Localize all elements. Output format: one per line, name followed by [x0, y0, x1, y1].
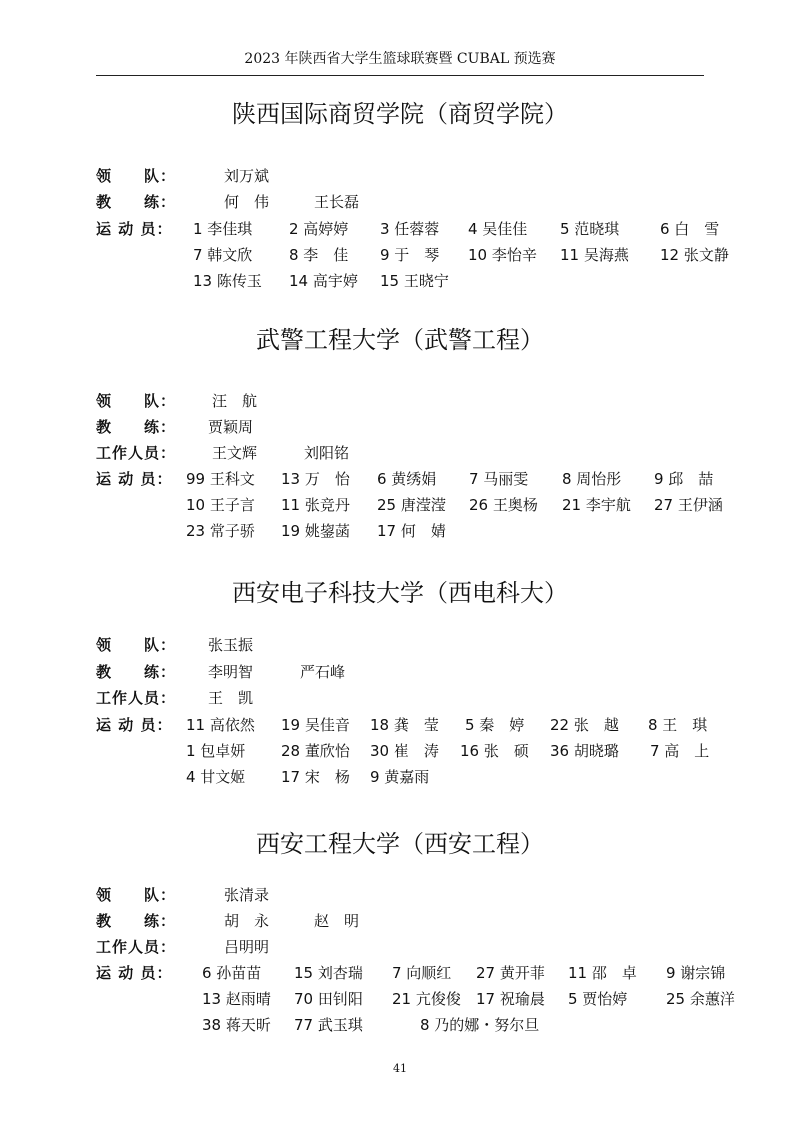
players-label: 运 动 员：: [96, 220, 173, 238]
players-row: [0, 242, 800, 268]
player-entry: 27 王伊涵: [654, 496, 723, 514]
player-entry: 13 陈传玉: [193, 272, 262, 290]
players-row: [0, 986, 800, 1012]
player-entry: 27 黄开菲: [476, 964, 545, 982]
coach-label: 教 练：: [96, 912, 177, 930]
coach-row: [0, 908, 800, 934]
coach-name: 何 伟: [224, 193, 270, 211]
team-title: 西安工程大学（西安工程）: [256, 830, 544, 858]
player-entry: 18 龚 莹: [370, 716, 439, 734]
player-entry: 13 赵雨晴: [202, 990, 271, 1008]
players-row: [0, 960, 800, 986]
player-entry: 4 甘文姬: [186, 768, 246, 786]
players-row: [0, 738, 800, 764]
staff-name: 王文辉: [212, 444, 258, 462]
running-header: 2023 年陕西省大学生篮球联赛暨 CUBAL 预选赛: [244, 51, 556, 67]
coach-name: 王长磊: [314, 193, 360, 211]
leader-label: 领 队：: [96, 636, 177, 654]
leader-name: 张玉振: [208, 636, 254, 654]
player-entry: 30 崔 涛: [370, 742, 439, 760]
player-entry: 28 董欣怡: [281, 742, 350, 760]
coach-row: [0, 659, 800, 685]
player-entry: 5 范晓琪: [560, 220, 620, 238]
coach-name: 李明智: [208, 663, 254, 681]
coach-name: 胡 永: [224, 912, 270, 930]
leader-name: 汪 航: [212, 392, 258, 410]
player-entry: 8 王 琪: [648, 716, 708, 734]
player-entry: 22 张 越: [550, 716, 619, 734]
leader-name: 张清录: [224, 886, 270, 904]
coach-row: [0, 189, 800, 215]
team-section: [0, 575, 800, 611]
player-entry: 36 胡晓璐: [550, 742, 619, 760]
staff-label: 工作人员：: [96, 689, 177, 707]
coach-label: 教 练：: [96, 418, 177, 436]
player-entry: 9 谢宗锦: [666, 964, 726, 982]
team-section: [0, 826, 800, 862]
player-entry: 1 李佳琪: [193, 220, 253, 238]
player-entry: 11 高依然: [186, 716, 255, 734]
staff-label: 工作人员：: [96, 444, 177, 462]
player-entry: 4 吴佳佳: [468, 220, 528, 238]
player-entry: 10 王子言: [186, 496, 255, 514]
team-section: [0, 96, 800, 132]
player-entry: 25 余蕙洋: [666, 990, 735, 1008]
player-entry: 5 贾怡婷: [568, 990, 628, 1008]
player-entry: 2 高婷婷: [289, 220, 349, 238]
leader-label: 领 队：: [96, 167, 177, 185]
player-entry: 6 黄绣娟: [377, 470, 437, 488]
player-entry: 13 万 怡: [281, 470, 350, 488]
coach-label: 教 练：: [96, 193, 177, 211]
staff-row: [0, 685, 800, 711]
player-entry: 17 宋 杨: [281, 768, 350, 786]
player-entry: 15 刘杏瑞: [294, 964, 363, 982]
player-entry: 3 任蓉蓉: [380, 220, 440, 238]
player-entry: 16 张 硕: [460, 742, 529, 760]
player-entry: 9 于 琴: [380, 246, 440, 264]
player-entry: 21 亢俊俊: [392, 990, 461, 1008]
player-entry: 1 包卓妍: [186, 742, 246, 760]
player-entry: 14 高宇婷: [289, 272, 358, 290]
players-row: [0, 712, 800, 738]
player-entry: 9 黄嘉雨: [370, 768, 430, 786]
leader-row: [0, 882, 800, 908]
player-entry: 7 韩文欣: [193, 246, 253, 264]
player-entry: 10 李怡辛: [468, 246, 537, 264]
leader-row: [0, 632, 800, 658]
players-row: [0, 466, 800, 492]
staff-name: 吕明明: [224, 938, 270, 956]
player-entry: 26 王奥杨: [469, 496, 538, 514]
player-entry: 23 常子骄: [186, 522, 255, 540]
players-row: [0, 216, 800, 242]
coach-name: 贾颖周: [208, 418, 254, 436]
coach-label: 教 练：: [96, 663, 177, 681]
players-row: [0, 492, 800, 518]
player-entry: 11 邵 卓: [568, 964, 637, 982]
players-label: 运 动 员：: [96, 964, 173, 982]
player-entry: 99 王科文: [186, 470, 255, 488]
player-entry: 77 武玉琪: [294, 1016, 363, 1034]
player-entry: 8 李 佳: [289, 246, 349, 264]
player-entry: 19 吴佳音: [281, 716, 350, 734]
staff-name: 刘阳铭: [304, 444, 350, 462]
team-title: 西安电子科技大学（西电科大）: [232, 579, 568, 607]
coach-row: [0, 414, 800, 440]
player-entry: 17 祝瑜晨: [476, 990, 545, 1008]
player-entry: 8 周怡彤: [562, 470, 622, 488]
player-entry: 5 秦 婷: [465, 716, 525, 734]
player-entry: 8 乃的娜・努尔旦: [420, 1016, 540, 1034]
team-section: [0, 322, 800, 358]
player-entry: 7 高 上: [650, 742, 710, 760]
leader-label: 领 队：: [96, 886, 177, 904]
player-entry: 6 孙苗苗: [202, 964, 262, 982]
players-label: 运 动 员：: [96, 470, 173, 488]
player-entry: 11 张竞丹: [281, 496, 350, 514]
staff-label: 工作人员：: [96, 938, 177, 956]
leader-row: [0, 163, 800, 189]
player-entry: 25 唐滢滢: [377, 496, 446, 514]
leader-label: 领 队：: [96, 392, 177, 410]
player-entry: 7 向顺红: [392, 964, 452, 982]
coach-name: 赵 明: [314, 912, 360, 930]
team-title: 陕西国际商贸学院（商贸学院）: [232, 100, 568, 128]
player-entry: 70 田钊阳: [294, 990, 363, 1008]
staff-row: [0, 440, 800, 466]
staff-row: [0, 934, 800, 960]
page-number: 41: [393, 1062, 407, 1075]
player-entry: 11 吴海燕: [560, 246, 629, 264]
team-title: 武警工程大学（武警工程）: [256, 326, 544, 354]
player-entry: 19 姚鋆菡: [281, 522, 350, 540]
players-row: [0, 518, 800, 544]
player-entry: 7 马丽雯: [469, 470, 529, 488]
player-entry: 6 白 雪: [660, 220, 720, 238]
players-row: [0, 1012, 800, 1038]
coach-name: 严石峰: [300, 663, 346, 681]
player-entry: 15 王晓宁: [380, 272, 449, 290]
player-entry: 21 李宇航: [562, 496, 631, 514]
leader-name: 刘万斌: [224, 167, 270, 185]
players-label: 运 动 员：: [96, 716, 173, 734]
players-row: [0, 764, 800, 790]
staff-name: 王 凯: [208, 689, 254, 707]
player-entry: 9 邱 喆: [654, 470, 714, 488]
player-entry: 12 张文静: [660, 246, 729, 264]
players-row: [0, 268, 800, 294]
leader-row: [0, 388, 800, 414]
player-entry: 17 何 婧: [377, 522, 446, 540]
player-entry: 38 蒋天昕: [202, 1016, 271, 1034]
header-rule: [96, 75, 704, 76]
